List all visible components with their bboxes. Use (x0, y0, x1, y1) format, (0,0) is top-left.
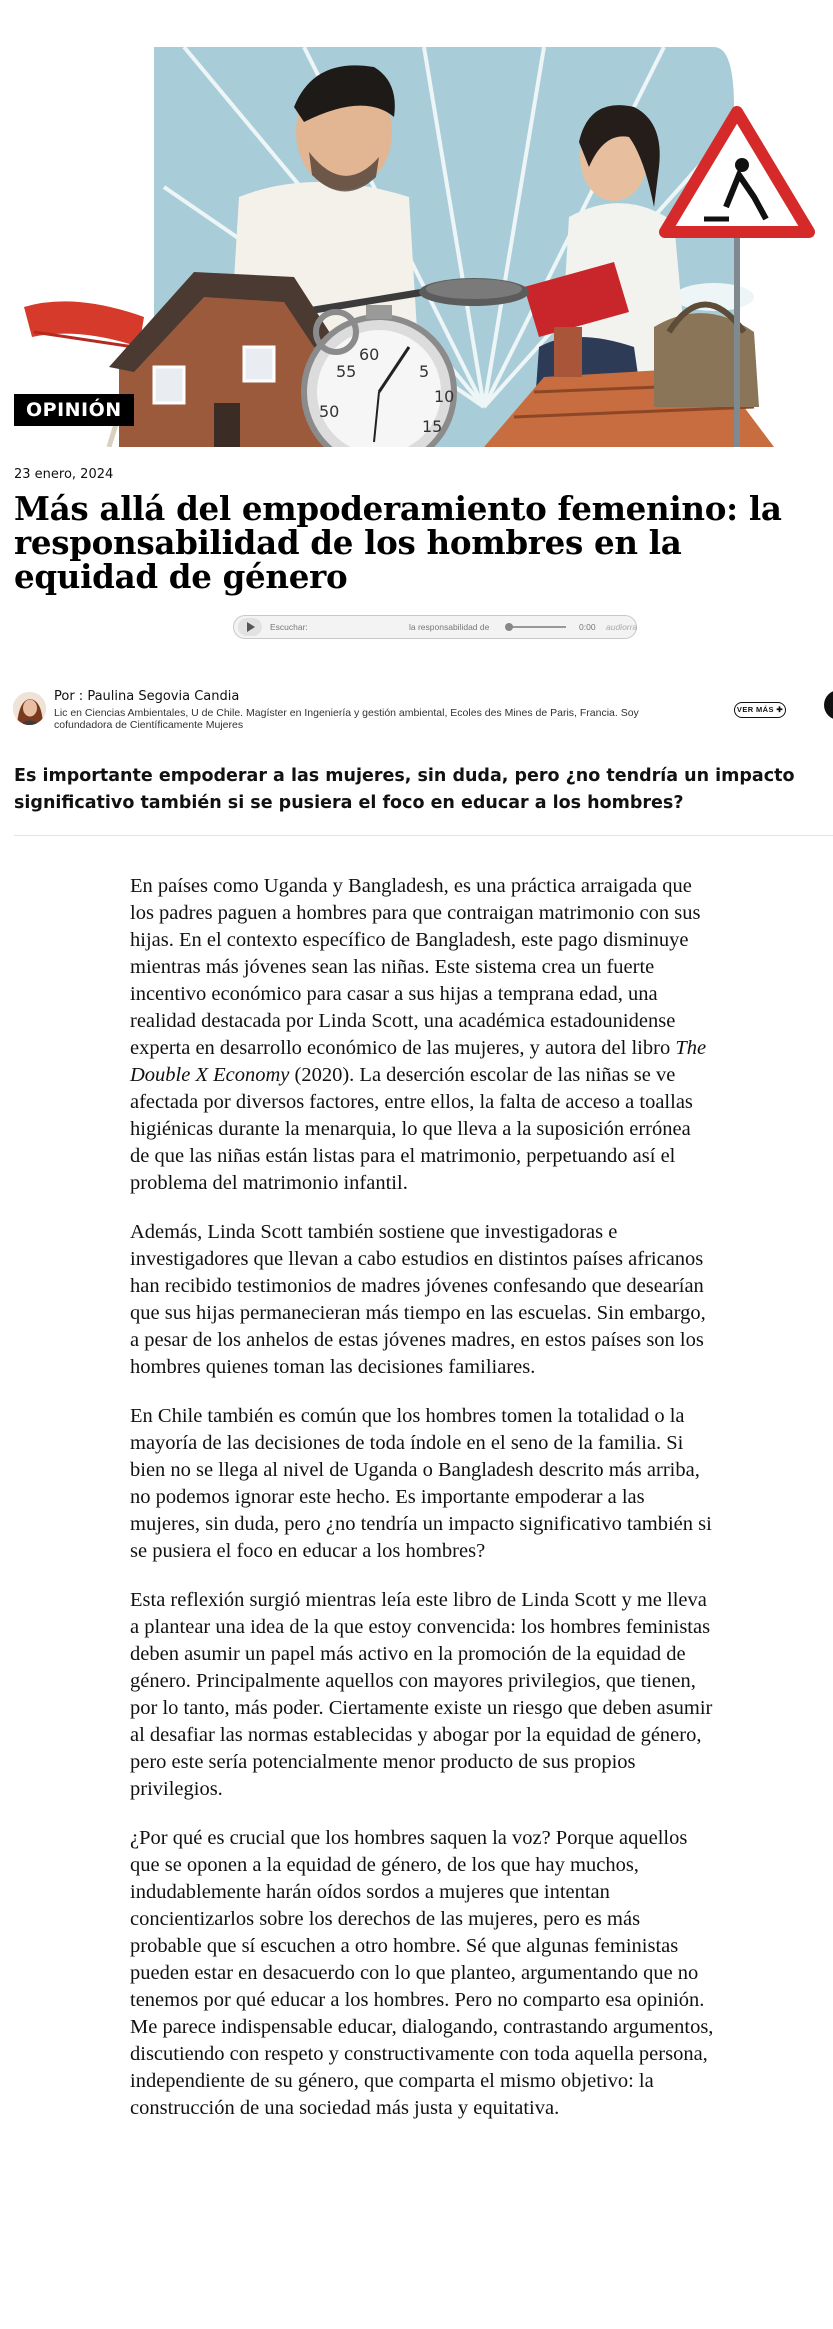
svg-text:5: 5 (419, 362, 430, 381)
divider (14, 835, 833, 836)
collage-image (14, 47, 828, 447)
svg-text:50: 50 (319, 402, 340, 421)
floating-action-icon[interactable] (824, 690, 833, 720)
svg-text:55: 55 (336, 362, 357, 381)
listen-label: Escuchar: (270, 622, 308, 632)
paragraph-3: En Chile también es común que los hombres tomen la totalidad o la mayoría de las decisiones de toda índole en el seno de la familia. Si bien no se llega al nivel de Uganda o Bangladesh descrito más arriba, no podemos ignorar este hecho. Es importante empoderar a las mujeres, sin duda, pero ¿no tendría un impacto significativo también si se pusiera el foco en educar a los hombres? (130, 1405, 712, 1562)
track-title: la responsabilidad de (409, 622, 490, 632)
paragraph-2: Además, Linda Scott también sostiene que investigadoras e investigadores que llevan a cabo estudios en distintos países africanos han recibido testimonios de madres jóvenes confesando que desearían que sus hijas permanecieran más tiempo en las escuelas. Sin embargo, a pesar de los anhelos de estas jóvenes madres, en estos países son los hombres quienes toman las decisiones familiares. (130, 1221, 706, 1378)
author-byline[interactable]: Por : Paulina Segovia Candia (54, 689, 240, 704)
book-title: The Double X Economy (130, 1037, 707, 1086)
author-photo (13, 692, 46, 725)
article-lead: Es importante empoderar a las mujeres, sin duda, pero ¿no tendría un impacto significativo también si se pusiera el foco en educar a los hombres? (14, 766, 795, 813)
audio-player[interactable] (233, 615, 637, 639)
paragraph-4: Esta reflexión surgió mientras leía este libro de Linda Scott y me lleva a plantear una idea de la que estoy convencida: los hombres feministas deben asumir un papel más activo en la promoción de la equidad de género. Principalmente aquellos con mayores privilegios, que tienen, por lo tanto, más poder. Ciertamente existe un riesgo que deben asumir al desafiar las normas establecidas y abogar por la equidad de género, pero este sería potencialmente menor producto de sus propios privilegios. (130, 1589, 713, 1800)
author-avatar[interactable] (13, 692, 46, 725)
category-badge[interactable]: OPINIÓN (14, 394, 134, 426)
progress-handle[interactable] (505, 623, 513, 631)
see-more-button[interactable]: VER MÁS ✚ (734, 702, 786, 718)
author-bio: Lic en Ciencias Ambientales, U de Chile. Magíster en Ingeniería y gestión ambiental, Ecoles des Mines de Paris, Francia. Soy cofundadora de Científicamente Mujeres (54, 707, 639, 731)
svg-text:10: 10 (434, 387, 455, 406)
brick-house (109, 272, 339, 447)
audio-time: 0:00 (579, 622, 596, 632)
paragraph-1-text-a: En países como Uganda y Bangladesh, es una práctica arraigada que los padres paguen a hombres para que contraigan matrimonio con sus hijas. En el contexto específico de Bangladesh, este pago disminuye mientras más jóvenes sean las niñas. Este sistema crea un fuerte incentivo económico para casar a sus hijas a temprana edad, una realidad destacada por Linda Scott, una académica estadounidense experta en desarrollo económico de las mujeres, y autora del libro (130, 875, 701, 1059)
handbag (654, 305, 759, 408)
hero-illustration (14, 47, 828, 447)
progress-track[interactable] (506, 626, 566, 628)
paragraph-1 (130, 873, 715, 1197)
paragraph-1-text-b: (2020). La deserción escolar de las niñas se ve afectada por diversos factores, entre ellos, la falta de acceso a toallas higiénicas durante la menarquia, lo que lleva a la suposición errónea de que las niñas están listas para el matrimonio, perpetuando así el problema del matrimonio infantil. (130, 1064, 693, 1194)
audio-brand[interactable]: audiorra (606, 622, 638, 632)
article-body (130, 873, 715, 2122)
paragraph-5: ¿Por qué es crucial que los hombres saquen la voz? Porque aquellos que se oponen a la equidad de género, de los que hay muchos, indudablemente harán oídos sordos a mujeres que intentan concientizarlos sobre los derechos de las mujeres, pero es más probable que sí escuchen a otro hombre. Sé que algunas feministas pueden estar en desacuerdo con lo que planteo, argumentando que no tenemos por qué educar a los hombres. Pero no comparto esa opinión. Me parece indispensable educar, dialogando, contrastando argumentos, discutiendo con respeto y constructivamente con toda aquella persona, independiente de su género, que comparta el mismo objetivo: la construcción de una sociedad más justa y equitativa. (130, 1827, 714, 2119)
svg-text:15: 15 (422, 417, 443, 436)
svg-text:60: 60 (359, 345, 380, 364)
publish-date: 23 enero, 2024 (14, 467, 114, 482)
play-icon[interactable] (238, 618, 262, 636)
article-headline: Más allá del empoderamiento femenino: la responsabilidad de los hombres en la equidad de género (14, 489, 782, 596)
